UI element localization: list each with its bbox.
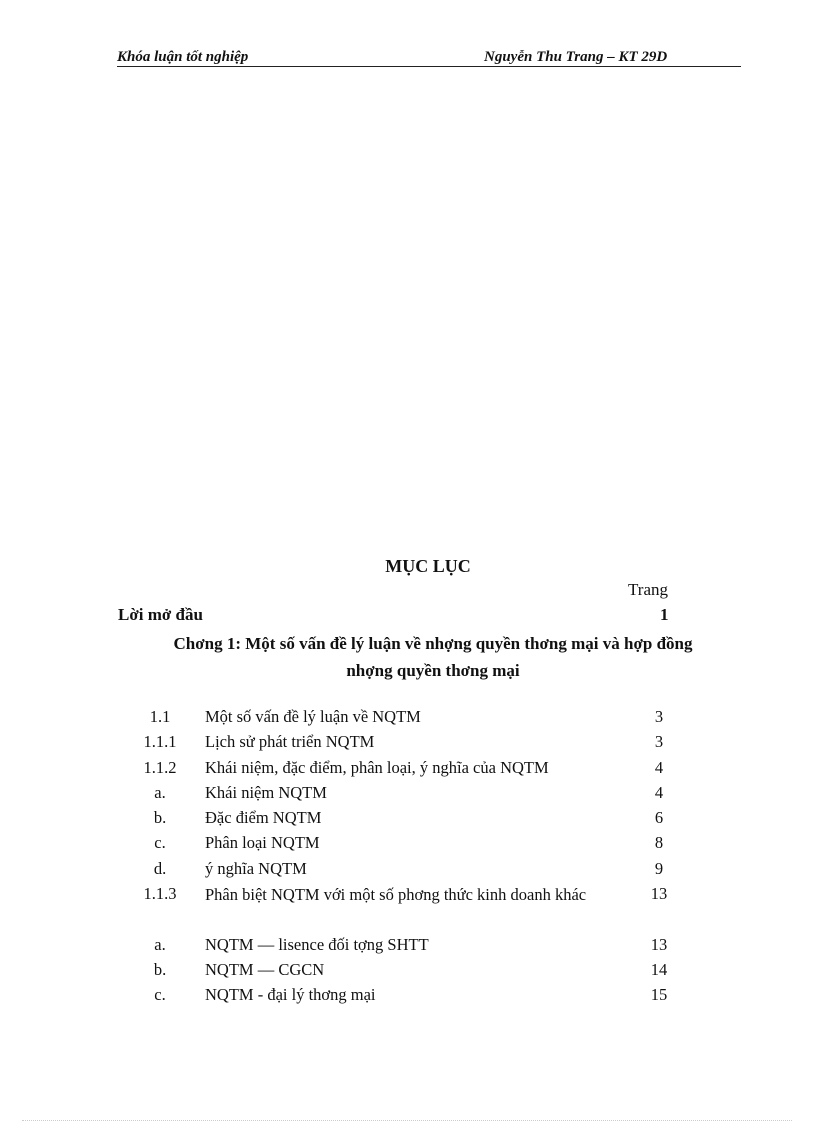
page-bottom-divider — [22, 1120, 792, 1121]
toc-entry-number: a. — [154, 782, 166, 802]
toc-entry-number: c. — [154, 833, 166, 853]
toc-entry-text: Khái niệm NQTM — [205, 782, 327, 802]
toc-entry-page: 3 — [654, 707, 664, 726]
toc-entry-text: Phân loại NQTM — [205, 833, 320, 853]
toc-entry-number: b. — [153, 959, 167, 979]
toc-entry-text: Một số vấn đề lý luận về NQTM — [205, 707, 421, 726]
toc-entry-text: NQTM - đại lý thơng mại — [205, 985, 376, 1005]
toc-row — [0, 858, 816, 883]
toc-entry-page: 13 — [650, 884, 668, 904]
toc-entry-text: Đặc điểm NQTM — [205, 808, 322, 828]
toc-entry-page: 6 — [654, 808, 664, 828]
chapter-heading-line-1: Chơng 1: Một số vấn đề lý luận về nhợng quyền thơng mại và hợp đồng — [173, 634, 693, 653]
header-thesis-label: Khóa luận tốt nghiệp — [117, 49, 249, 65]
toc-entry-number: a. — [154, 934, 166, 954]
toc-preface-label: Lời mở đầu — [118, 605, 203, 624]
toc-row — [0, 934, 816, 959]
toc-title: MỤC LỤC — [385, 556, 471, 576]
toc-entry-page: 4 — [654, 757, 664, 777]
toc-entry-number: 1.1.3 — [143, 884, 177, 904]
header-author: Nguyễn Thu Trang – KT 29D — [484, 49, 668, 65]
toc-entry-page: 8 — [654, 833, 664, 853]
page-header — [117, 48, 741, 67]
toc-entry-page: 3 — [654, 732, 664, 752]
toc-row — [0, 731, 816, 756]
chapter-heading-line-2: nhợng quyền thơng mại — [346, 661, 520, 680]
toc-entry-number: 1.1.1 — [143, 732, 177, 752]
toc-row — [0, 782, 816, 807]
toc-row — [0, 757, 816, 782]
toc-entry-page: 9 — [654, 858, 664, 878]
toc-entry-number: b. — [153, 808, 167, 828]
toc-row — [0, 959, 816, 984]
page-column-label: Trang — [628, 580, 668, 599]
toc-entry-text: NQTM — lisence đối tợng SHTT — [205, 934, 429, 954]
toc-entry-number: d. — [153, 858, 167, 878]
toc-entry-text: Khái niệm, đặc điểm, phân loại, ý nghĩa của NQTM — [205, 757, 549, 777]
toc-entry-text: NQTM — CGCN — [205, 959, 325, 979]
toc-row — [0, 832, 816, 857]
toc-row — [0, 706, 816, 731]
toc-preface-page: 1 — [660, 605, 669, 624]
toc-entry-page: 4 — [654, 782, 664, 802]
toc-chapter-heading — [112, 630, 754, 684]
toc-list — [0, 706, 816, 1010]
toc-row — [0, 807, 816, 832]
toc-entry-number: c. — [154, 985, 166, 1005]
toc-entry-text: ý nghĩa NQTM — [205, 858, 307, 878]
toc-entry-page: 14 — [650, 959, 668, 979]
toc-entry-number: 1.1 — [149, 707, 171, 726]
toc-entry-page: 15 — [650, 985, 668, 1005]
toc-entry-number: 1.1.2 — [143, 757, 177, 777]
toc-entry-page: 13 — [650, 934, 668, 954]
toc-row — [0, 984, 816, 1009]
toc-row — [0, 883, 816, 934]
toc-entry-text: Lịch sử phát triển NQTM — [205, 732, 375, 752]
toc-entry-text: Phân biệt NQTM với một số phơng thức kinh doanh khác — [205, 885, 587, 905]
